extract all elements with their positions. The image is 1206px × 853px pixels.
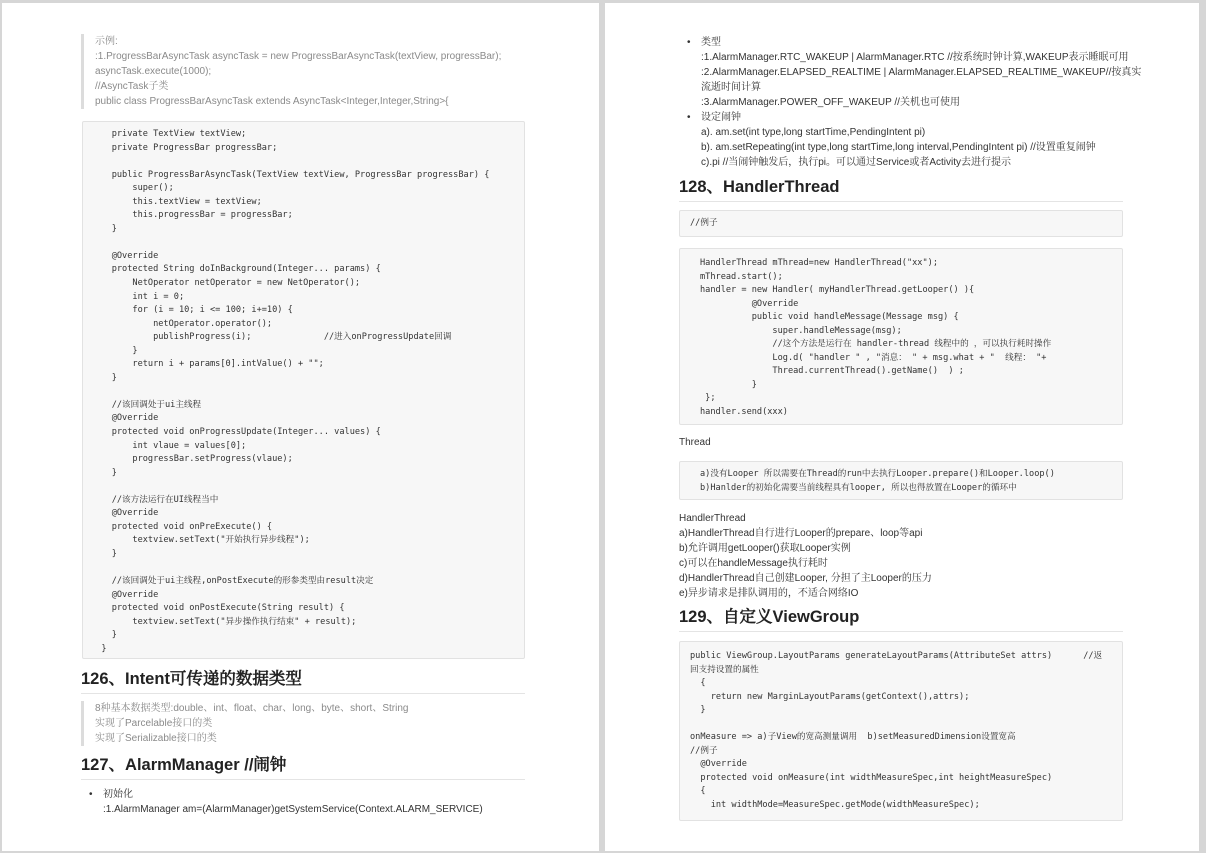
thread-label: Thread: [679, 437, 711, 448]
code-example-label: //例子: [679, 210, 1123, 237]
bullet-icon: •: [89, 789, 93, 800]
code-block-thread-notes: a)没有Looper 所以需要在Thread的run中去执行Looper.prepare()和Looper.loop() b)Hanlder的初始化需要当前线程具有looper, 所以也得放置在Looper的循环中: [679, 461, 1123, 500]
heading-128: 128、HandlerThread: [679, 177, 1123, 202]
list-item: [679, 110, 1129, 170]
example-quote: 示例: :1.ProgressBarAsyncTask asyncTask = new ProgressBarAsyncTask(textView, progressBar); asyncTask.execute(1000); //AsyncTask子类 public class ProgressBarAsyncTask extends AsyncTask<Integer,Integer,String>{: [81, 34, 565, 109]
list-item: [679, 35, 1142, 110]
code-block-handlerthread: HandlerThread mThread=new HandlerThread("xx"); mThread.start(); handler = new Handler( myHandlerThread.getLooper() ){ @Override public void handleMessage(Message msg) { super.handleMessage(msg); //这个方法是运行在 handler-thread 线程中的 ，可以执行耗时操作 Log.d( "handler " , "消息： " + msg.what + " 线程： "+ Thread.currentThread().getName() ) ; } }; handler.send(xxx): [679, 248, 1123, 425]
bullet-icon: •: [687, 112, 691, 123]
bullet-icon: •: [687, 37, 691, 48]
list-item: [81, 787, 551, 817]
heading-127: 127、AlarmManager //闹钟: [81, 755, 525, 780]
heading-129: 129、自定义ViewGroup: [679, 607, 1123, 632]
list-item-lines: :1.AlarmManager.RTC_WAKEUP | AlarmManager.RTC //按系统时钟计算,WAKEUP表示睡眠可用 :2.AlarmManager.ELAPSED_REALTIME | AlarmManager.ELAPSED_REALTIME_WAKEUP//按真实 流逝时间计算 :3.AlarmManager.POWER_OFF_WAKEUP //关机也可使用: [701, 52, 1142, 108]
intent-types-quote: 8种基本数据类型:double、int、float、char、long、byte、short、String 实现了Parcelable接口的类 实现了Serializable接口的类: [81, 701, 535, 746]
handlerthread-notes: HandlerThread a)HandlerThread自行进行Looper的prepare、loop等api b)允许调用getLooper()获取Looper实例 c)可以在handleMessage执行耗时 d)HandlerThread自己创建Looper, 分担了主Looper的压力 e)异步请求是排队调用的，不适合网络IO: [679, 513, 932, 599]
list-item-lines: a). am.set(int type,long startTime,PendingIntent pi) b). am.setRepeating(int type,long startTime,long interval,PendingIntent pi) //设置重复闹钟 c).pi //当闹钟触发后，执行pi。可以通过Service或者Activity去进行提示: [701, 127, 1096, 168]
list-item-lines: :1.AlarmManager am=(AlarmManager)getSystemService(Context.ALARM_SERVICE): [103, 804, 483, 815]
document-page-right: [605, 3, 1199, 851]
code-block-viewgroup: public ViewGroup.LayoutParams generateLayoutParams(AttributeSet attrs) //返 回支持设置的属性 { return new MarginLayoutParams(getContext(),attrs); } onMeasure => a)子View的宽高测量调用 b)setMeasuredDimension设置宽高 //例子 @Override protected void onMeasure(int widthMeasureSpec,int heightMeasureSpec) { int widthMode=MeasureSpec.getMode(widthMeasureSpec);: [679, 641, 1123, 821]
code-block-asynctask: private TextView textView; private ProgressBar progressBar; public ProgressBarAsyncTask(TextView textView, ProgressBar progressBar) { super(); this.textView = textView; this.progressBar = progressBar; } @Override protected String doInBackground(Integer... params) { NetOperator netOperator = new NetOperator(); int i = 0; for (i = 10; i <= 100; i+=10) { netOperator.operator(); publishProgress(i); //进入onProgressUpdate回调 } return i + params[0].intValue() + ""; } //该回调处于ui主线程 @Override protected void onProgressUpdate(Integer... values) { int vlaue = values[0]; progressBar.setProgress(vlaue); } //该方法运行在UI线程当中 @Override protected void onPreExecute() { textview.setText("开始执行异步线程"); } //该回调处于ui主线程,onPostExecute的形参类型由result决定 @Override protected void onPostExecute(String result) { textview.setText("异步操作执行结束" + result); } }: [82, 121, 525, 659]
list-item-title: 设定闹钟: [701, 112, 741, 123]
document-page-left: [2, 3, 599, 851]
alarm-list-right: [679, 35, 1142, 170]
list-item-title: 类型: [701, 37, 721, 48]
alarm-list-left: [81, 787, 551, 817]
list-item-title: 初始化: [103, 789, 133, 800]
heading-126: 126、Intent可传递的数据类型: [81, 669, 525, 694]
